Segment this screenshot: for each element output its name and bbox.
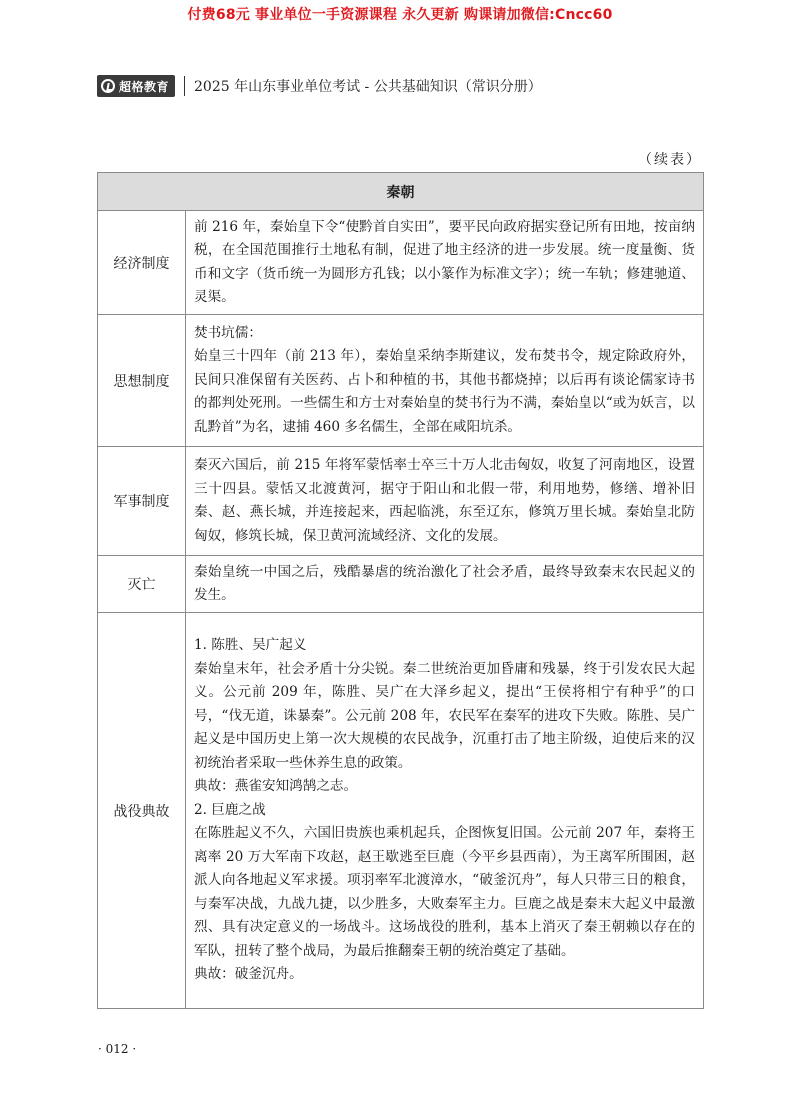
row-label-fall: 灭亡 [98,556,186,613]
table-row [98,447,704,556]
header-divider [184,76,185,96]
header-title: 2025 年山东事业单位考试 - 公共基础知识（常识分册） [194,79,542,95]
page-header [97,75,542,97]
content-line: 焚书坑儒： [194,324,262,341]
logo-text: 超格教育 [119,79,170,94]
row-label-military: 军事制度 [98,447,186,556]
content-line: 1. 陈胜、吴广起义 [194,637,307,654]
promo-banner: 付费68元 事业单位一手资源课程 永久更新 购课请加微信:Cncc60 [187,7,613,23]
publisher-logo [97,75,175,97]
table-row [98,211,704,315]
continued-note: （续表） [638,152,702,168]
content-line: 始皇三十四年（前 213 年），秦始皇采纳李斯建议，发布焚书令，规定除政府外，民间只准保留有关医药、占卜和种植的书，其他书都烧掉；以后再有谈论儒家诗书的都判处死刑。一些儒生和方士对秦始皇的焚书行为不满，秦始皇以“或为妖言，以乱黔首”为名，逮捕 460 多名儒生，全部在咸阳坑杀。 [194,348,695,435]
row-label-thought: 思想制度 [98,315,186,447]
content-line: 秦始皇统一中国之后，残酷暴虐的统治激化了社会矛盾，最终导致秦末农民起义的发生。 [194,563,695,603]
qin-dynasty-table [97,172,704,1009]
content-line: 在陈胜起义不久，六国旧贵族也乘机起兵，企图恢复旧国。公元前 207 年，秦将王离率 20 万大军南下攻赵，赵王歇逃至巨鹿（今平乡县西南），为王离军所围困，赵派人向各地起义军求援。项羽率军北渡漳水，“破釜沉舟”，每人只带三日的粮食，与秦军决战，九战九捷，以少胜多，大败秦军主力。巨鹿之战是秦末大起义中最激烈、具有决定意义的一场战斗。这场战役的胜利，基本上消灭了秦王朝赖以存在的军队，扭转了整个战局，为最后推翻秦王朝的统治奠定了基础。 [194,825,695,959]
row-content-military [186,447,704,556]
content-line: 秦始皇末年，社会矛盾十分尖锐。秦二世统治更加昏庸和残暴，终于引发农民大起义。公元前 209 年，陈胜、吴广在大泽乡起义，提出“王侯将相宁有种乎”的口号，“伐无道，诛暴秦”。公元前 208 年，农民军在秦军的进攻下失败。陈胜、吴广起义是中国历史上第一次大规模的农民战争，沉重打击了地主阶级，迫使后来的汉初统治者采取一些休养生息的政策。 [194,660,695,771]
table-header: 秦朝 [98,173,704,211]
row-label-economy: 经济制度 [98,211,186,315]
row-label-battles: 战役典故 [98,613,186,1009]
row-content-economy [186,211,704,315]
logo-icon [101,79,115,93]
row-content-thought [186,315,704,447]
row-content-battles [186,613,704,1009]
content-line: 典故：燕雀安知鸿鹄之志。 [194,778,358,795]
content-line: 2. 巨鹿之战 [194,801,266,818]
content-line: 典故：破釜沉舟。 [194,966,303,983]
table-row [98,315,704,447]
content-line: 秦灭六国后，前 215 年将军蒙恬率士卒三十万人北击匈奴，收复了河南地区，设置三十四县。蒙恬又北渡黄河，据守于阳山和北假一带，利用地势，修缮、增补旧秦、赵、燕长城，并连接起来，西起临洮，东至辽东，修筑万里长城。秦始皇北防匈奴，修筑长城，保卫黄河流域经济、文化的发展。 [194,457,695,544]
table-row [98,556,704,613]
content-line: 前 216 年，秦始皇下令“使黔首自实田”，要平民向政府据实登记所有田地，按亩纳税，在全国范围推行土地私有制，促进了地主经济的进一步发展。统一度量衡、货币和文字（货币统一为圆形方孔钱；以小篆作为标准文字）；统一车轨；修建驰道、灵渠。 [194,218,695,305]
table-row [98,613,704,1009]
row-content-fall [186,556,704,613]
page-number: · 012 · [98,1042,137,1056]
